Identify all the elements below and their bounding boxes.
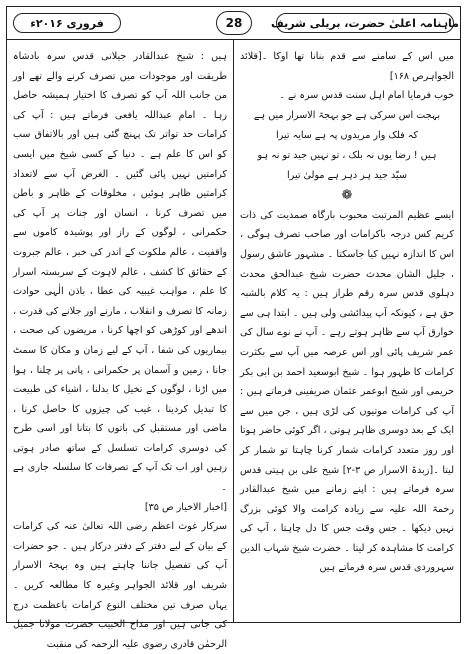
verse-line: کہ فلک وار مریدوں پہ ہے سایہ تیرا xyxy=(276,129,418,141)
verse-line: ہیں ! رضا یوں نہ بلک ، تو نہیں جید تو نہ ہو xyxy=(257,149,437,161)
body-paragraph: سرکار غوث اعظم رضی اللہ تعالیٰ عنہ کی کرامات کے بیان کے لیے دفتر کے دفتر درکار ہیں ۔ جو حضرات آپ کی تفصیل جاننا چاہتے ہیں وہ بہجۃ الاسرار شریف اور قلائد الجواہر وغیرہ کا مطالعہ کریں ۔ یہاں صرف تین مختلف النوع کرامات باعظمت درج کی جاتی ہیں اور مداح الحبیب حضرت مولانا جمیل الرحمٰن قادری رضوی علیہ الرحمہ کی منقبت xyxy=(13,521,227,650)
magazine-title: ماہنامہ اعلیٰ حضرت، بریلی شریف xyxy=(276,13,454,33)
right-column xyxy=(240,47,454,616)
citation: [اخبار الاخیار ص ۳۵] xyxy=(144,501,227,513)
intro-line: میں اس کے سامنے سے قدم بنانا تھا اوکا ۔[قلائد الجواہرص ۱۶۸] xyxy=(240,51,454,82)
page-header xyxy=(7,7,460,39)
column-divider xyxy=(233,40,234,622)
flower-ornament-icon: ❁ xyxy=(341,187,353,203)
poem-verse xyxy=(240,106,454,186)
intro-line: خوب فرمایا امام اہل سنت قدس سرہ نے ۔ xyxy=(279,90,454,102)
left-column xyxy=(13,47,227,650)
page-number: 28 xyxy=(216,11,252,35)
body-paragraph: ہیں : شیخ عبدالقادر جیلانی قدس سرہ بادشاہ طریقت اور موجودات میں تصرف کرنے والے تھے اور من جانب اللہ آپ کو تصرف کا اختیار ہمیشہ حاصل رہا ۔ امام عبداللہ یافعی فرماتے ہیں : آپ کی کرامات حد تواتر تک پہنچ گئی ہیں اور بالاتفاق سب کو اس کا علم ہے ۔ دنیا کے کسی شیخ میں ایسی کرامتیں نہیں پائی گئیں ۔ الغرض آپ سے لاتعداد کرامتیں ظاہر ہوئیں ، مخلوقات کے ظاہر و باطن میں تصرف کرنا ، انسان اور جنات پر آپ کی حکمرانی ، لوگوں کے راز اور پوشیدہ کاموں سے واقفیت ، عالم ملکوت کے اندر کی خبر ، عالم جبروت کے حقائق کا کشف ، عالم لاہوت کے سربستہ اسرار کا علم ، مواہب غیبیہ کی عطا ، باذن الٰہی حوادث زمانہ کا تصرف و انقلاب ، مارنے اور جلانے کی قدرت ، اندھے اور کوڑھی کو اچھا کرنا ، مریضوں کی صحت ، بیماریوں کی شفا ، آپ کے لیے زمان و مکان کا سمٹ جانا ، زمین و آسمان پر حکمرانی ، پانی پر چلنا ، ہوا میں اڑنا ، لوگوں کے تخیل کا بدلنا ، اشیاء کی طبیعت کا تبدیل کردینا ، غیب کی چیزوں کا حاصل کرنا ، ماضی اور مستقبل کی باتوں کا بتانا اور اسی طرح کی دوسری کرامات تسلسل کے ساتھ صادر ہوتی رہیں اور اب تک آپ کے تصرفات کا سلسلہ جاری ہے ۔ xyxy=(13,51,227,494)
issue-date: فروری ۲۰۱۶ء xyxy=(13,13,121,33)
verse-line: بہجت اس سرکی ہے جو بہجۃ الاسرار میں ہے xyxy=(253,109,441,121)
body-paragraph: ایسے عظیم المرتبت محبوب بارگاہ صمدیت کی ذات کریم کس درجہ باکرامات اور صاحب تصرف ہوگی ، اس کا اندازہ نہیں کیا جاسکتا ۔ مشہور عاشق رسول ، جلیل الشان محدث حضرت شیخ عبدالحق محدث دہلوی قدس سرہ رقم طراز ہیں : یہ کلام بالشبہ حق ہے ، کیونکہ آپ پیدائشی ولی ہیں ۔ ابتدا ہی سے خوارق آپ سے ظاہر ہوتے رہے ۔ آپ نے نوے سال کی عمر شریف پائی اور اس عرصہ میں آپ سے بکثرت کرامات کا ظہور ہوا ۔ شیخ ابوسعید احمد بن ابی بکر حریمی اور شیخ ابوعمر عثمان صریفینی فرماتے ہیں : آپ کی کرامات موتیوں کی لڑی ہیں ، جن میں سے ایک کے بعد دوسری ظاہر ہوتی ، اگر کوئی حاضر ہوتا اور روز متعدد کرامات شمار کرنا چاہتا تو شمار کر لیتا ۔[زبدۃ الاسرار ص ۳-۲] شیخ علی بن ہیتی قدس سرہ فرماتے ہیں : اپنے زمانے میں شیخ عبدالقادر رحمۃ اللہ علیہ سے زیادہ کرامت والا کوئی بزرگ نہیں دیکھا ۔ جس وقت جس کا دل چاہتا ، آپ کی کرامت کا مشاہدہ کر لیتا ۔ حضرت شیخ شہاب الدین سہروردی قدس سرہ فرماتے ہیں xyxy=(240,209,454,574)
magazine-page xyxy=(6,6,461,650)
verse-line: سیّد جید ہر دہر ہے مولیٰ تیرا xyxy=(286,169,407,181)
